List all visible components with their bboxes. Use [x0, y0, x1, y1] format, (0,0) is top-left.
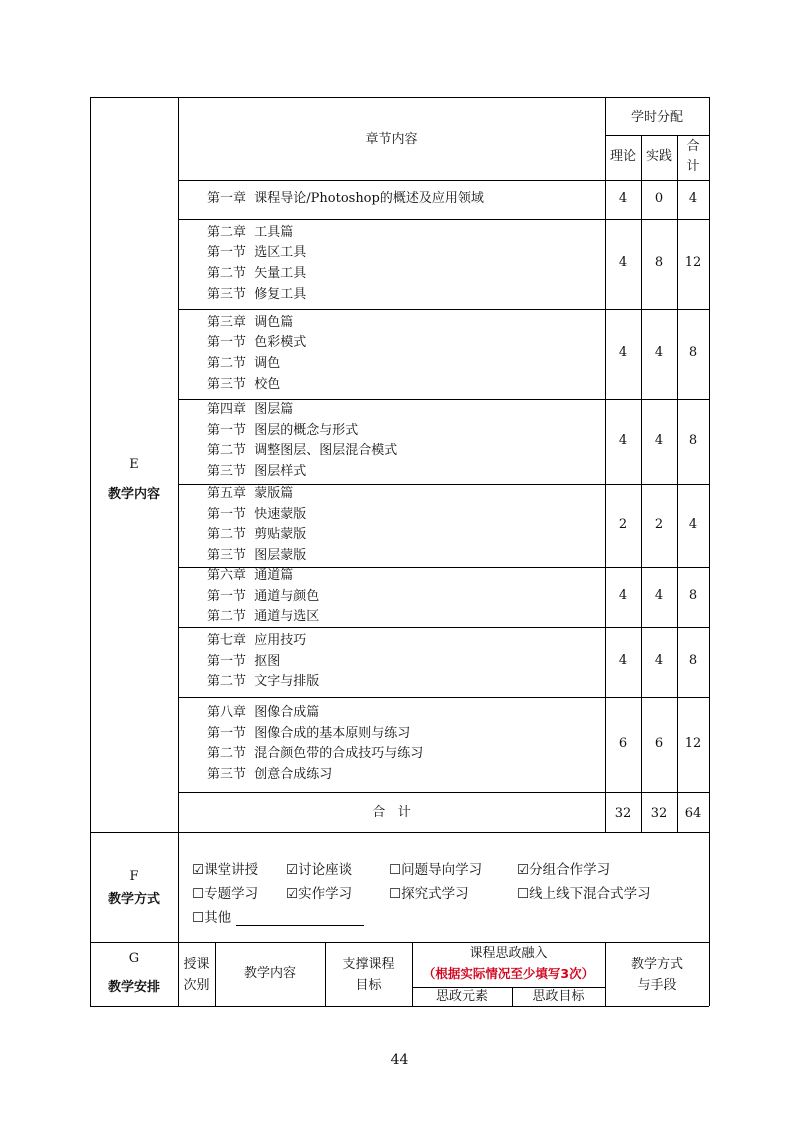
col-ideology: 课程思政融入: [469, 946, 548, 961]
method-blended-checkbox[interactable]: ☐线上线下混合式学习: [517, 886, 651, 902]
chapter-total-hours: 12: [684, 735, 702, 751]
section-title: 第二节 通道与选区: [207, 609, 320, 625]
section-title: 第二节 调整图层、图层混合模式: [207, 443, 398, 459]
chapter-theory-hours: 4: [618, 432, 628, 448]
section-title: 第一节 选区工具: [207, 245, 307, 261]
chapter-theory-hours: 4: [618, 345, 628, 360]
chapter-theory-hours: 4: [618, 190, 628, 206]
method-topic-study-checkbox[interactable]: ☐专题学习: [192, 886, 259, 902]
chapter-title: 第五章 蒙版篇: [207, 486, 294, 502]
chapter-block: [207, 566, 319, 628]
header-theory: 理论: [609, 149, 636, 164]
chapter-title: 第一章 课程导论/Photoshop的概述及应用领域: [207, 191, 484, 207]
chapter-title: 第二章 工具篇: [207, 224, 294, 240]
chapter-block: [207, 189, 484, 210]
chapter-total-hours: 8: [688, 653, 698, 668]
chapter-theory-hours: 6: [618, 735, 628, 751]
col-ideology-goals: 思政目标: [532, 989, 585, 1004]
section-title: 第二节 剪贴蒙版: [207, 527, 307, 543]
section-title: 第一节 通道与颜色: [207, 588, 320, 604]
col-support-1: 支撑课程: [342, 957, 395, 972]
chapter-title: 第四章 图层篇: [207, 402, 294, 418]
header-hours-allocation: 学时分配: [630, 110, 683, 125]
header-total-1: 合: [686, 139, 700, 154]
section-title: 第三节 图层蒙版: [207, 548, 307, 564]
col-method-2: 与手段: [637, 978, 677, 993]
method-problem-based-checkbox[interactable]: ☐问题导向学习: [389, 862, 483, 878]
method-other-checkbox[interactable]: ☐其他: [192, 910, 232, 926]
chapter-practice-hours: 8: [654, 255, 664, 270]
section-title: 第二节 矢量工具: [207, 265, 307, 281]
chapter-theory-hours: 4: [618, 653, 628, 668]
table-border-top: [90, 97, 709, 98]
divider: [178, 697, 709, 698]
chapter-theory-hours: 4: [618, 255, 628, 270]
divider: [178, 219, 709, 220]
col-ideology-note: （根据实际情况至少填写3次）: [422, 966, 595, 981]
chapter-total-hours: 4: [688, 516, 698, 532]
section-title: 第一节 色彩模式: [207, 335, 307, 351]
method-discussion-checkbox[interactable]: ☑讨论座谈: [286, 862, 353, 878]
divider: [605, 97, 606, 832]
section-f-title: 教学方式: [107, 892, 160, 907]
chapter-practice-hours: 6: [654, 735, 664, 751]
col-method-1: 教学方式: [630, 957, 683, 972]
chapter-title: 第八章 图像合成篇: [207, 705, 320, 721]
divider: [178, 180, 709, 181]
chapter-block: [207, 223, 306, 306]
chapter-block: [207, 631, 319, 693]
section-title: 第三节 修复工具: [207, 286, 307, 302]
method-other-input[interactable]: [236, 925, 364, 926]
method-inquiry-checkbox[interactable]: ☐探究式学习: [389, 886, 469, 902]
chapter-total-hours: 8: [688, 432, 698, 448]
table-border-right: [709, 97, 710, 1006]
divider: [90, 942, 709, 943]
section-title: 第一节 抠图: [207, 653, 281, 669]
section-f-letter: F: [129, 869, 139, 884]
chapter-block: [207, 400, 397, 483]
section-title: 第二节 混合颜色带的合成技巧与练习: [207, 746, 424, 762]
chapter-total-hours: 8: [688, 345, 698, 360]
section-g-title: 教学安排: [107, 980, 160, 995]
divider: [178, 792, 709, 793]
chapter-title: 第七章 应用技巧: [207, 632, 307, 648]
chapter-practice-hours: 4: [654, 345, 664, 360]
chapter-practice-hours: 4: [654, 432, 664, 448]
method-practical-checkbox[interactable]: ☑实作学习: [286, 886, 353, 902]
divider: [178, 309, 709, 310]
table-border-bottom: [90, 1006, 709, 1007]
chapter-practice-hours: 2: [654, 516, 664, 532]
chapter-practice-hours: 4: [654, 588, 664, 603]
section-g-letter: G: [128, 951, 140, 966]
chapter-total-hours: 8: [688, 588, 698, 603]
col-teaching-content: 教学内容: [243, 966, 296, 981]
chapter-block: [207, 313, 306, 396]
totals-theory: 32: [614, 806, 632, 821]
section-title: 第三节 图层样式: [207, 464, 307, 480]
section-title: 第二节 文字与排版: [207, 674, 320, 690]
chapter-practice-hours: 4: [654, 653, 664, 668]
method-group-work-checkbox[interactable]: ☑分组合作学习: [517, 862, 611, 878]
chapter-total-hours: 4: [688, 190, 698, 206]
divider: [605, 135, 709, 136]
col-ideology-elements: 思政元素: [435, 989, 488, 1004]
chapter-theory-hours: 2: [618, 516, 628, 532]
col-session-2: 次别: [183, 978, 210, 993]
chapter-block: [207, 703, 423, 786]
chapter-title: 第六章 通道篇: [207, 567, 294, 583]
section-title: 第一节 图像合成的基本原则与练习: [207, 725, 411, 741]
divider: [178, 97, 179, 1006]
section-title: 第三节 校色: [207, 376, 281, 392]
section-e-letter: E: [129, 457, 139, 472]
chapter-practice-hours: 0: [654, 190, 664, 206]
header-chapter-content: 章节内容: [365, 132, 418, 147]
header-practice: 实践: [645, 149, 672, 164]
method-lecture-checkbox[interactable]: ☑课堂讲授: [192, 862, 259, 878]
method-row-3: [192, 908, 231, 929]
chapter-total-hours: 12: [684, 255, 702, 270]
section-e-title: 教学内容: [107, 487, 160, 502]
col-support-2: 目标: [355, 978, 382, 993]
section-title: 第一节 快速蒙版: [207, 506, 307, 522]
section-title: 第三节 创意合成练习: [207, 767, 333, 783]
totals-practice: 32: [650, 806, 668, 821]
section-title: 第二节 调色: [207, 355, 281, 371]
chapter-theory-hours: 4: [618, 588, 628, 603]
divider: [90, 832, 709, 833]
section-title: 第一节 图层的概念与形式: [207, 422, 359, 438]
page-number: 44: [390, 1052, 409, 1068]
chapter-title: 第三章 调色篇: [207, 314, 294, 330]
header-total-2: 计: [686, 159, 700, 174]
totals-label: 合 计: [372, 805, 411, 820]
totals-total: 64: [684, 806, 702, 821]
chapter-block: [207, 484, 306, 567]
col-session-1: 授课: [183, 957, 210, 972]
